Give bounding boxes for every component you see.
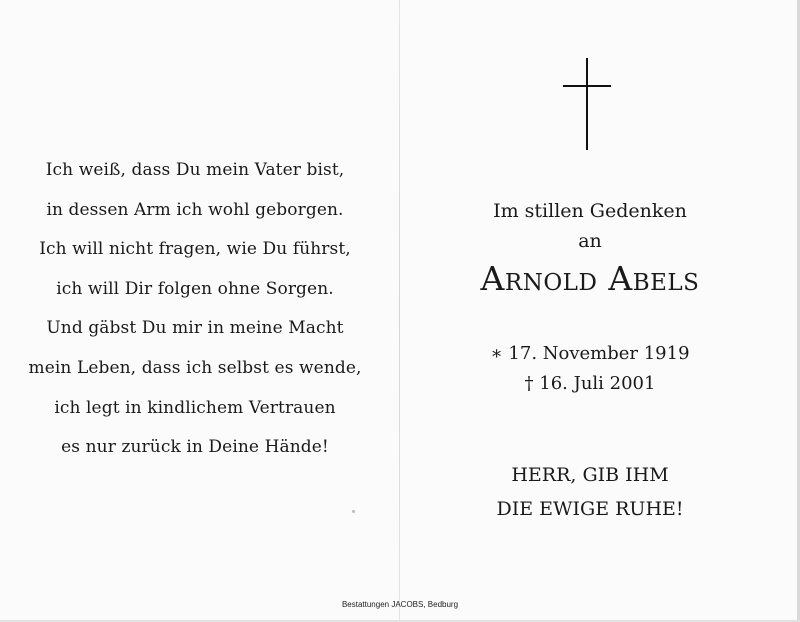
poem-line: Ich will nicht fragen, wie Du führst,	[39, 239, 351, 260]
poem-line: in dessen Arm ich wohl geborgen.	[46, 199, 344, 220]
cross-horizontal-bar	[563, 85, 611, 87]
cross-vertical-bar	[586, 58, 588, 150]
poem-line: Ich weiß, dass Du mein Vater bist,	[45, 160, 345, 180]
prayer-line: HERR, GIB IHM	[511, 464, 669, 486]
poem-line: mein Leben, dass ich selbst es wende,	[28, 357, 362, 378]
memorial-intro-line: Im stillen Gedenken	[493, 200, 687, 222]
death-date: † 16. Juli 2001	[524, 373, 656, 394]
poem-line: es nur zurück in Deine Hände!	[61, 437, 329, 458]
cross-icon	[563, 58, 611, 150]
poem	[0, 151, 390, 468]
poem-line: ich will Dir folgen ohne Sorgen.	[56, 278, 334, 299]
prayer-line: DIE EWIGE RUHE!	[496, 498, 684, 520]
funeral-home-credit: Bestattungen JACOBS, Bedburg	[341, 600, 459, 609]
poem-line: ich legt in kindlichem Vertrauen	[54, 397, 336, 418]
birth-date: ∗ 17. November 1919	[490, 343, 690, 364]
deceased-name: Arnold Abels	[480, 259, 700, 298]
memorial-intro-an: an	[578, 230, 602, 252]
paper-speck	[352, 510, 355, 513]
poem-line: Und gäbst Du mir in meine Macht	[46, 318, 344, 339]
card-fold	[399, 0, 400, 622]
memorial-intro	[460, 196, 720, 256]
